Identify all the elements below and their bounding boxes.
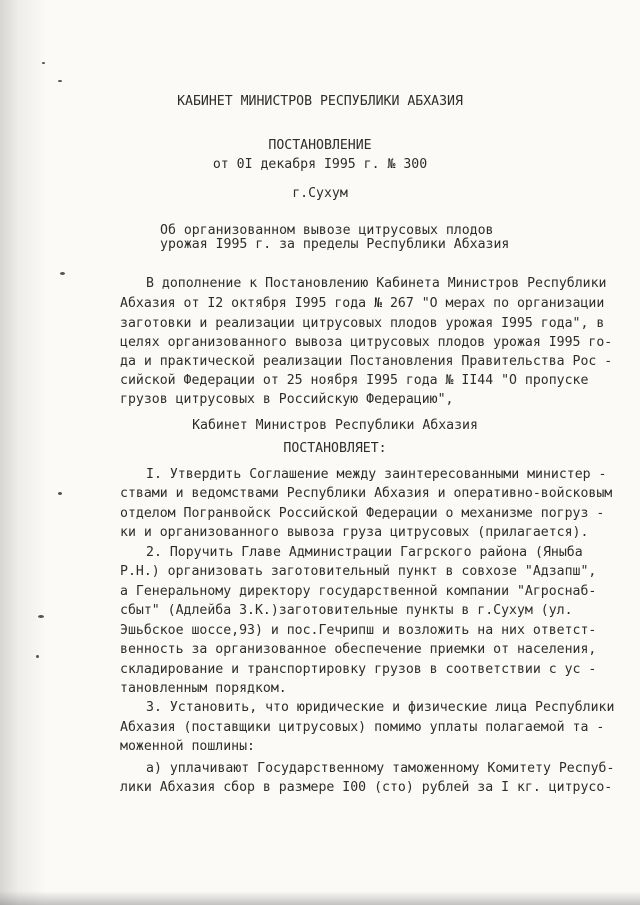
document-city: г.Сухум	[292, 186, 348, 201]
preamble-line: Абхазия от I2 октября I995 года № 267 "О мерах по организации	[120, 296, 605, 311]
item-line: а Генеральному директору государственной компании "Агроснаб-	[120, 584, 597, 599]
document-type: ПОСТАНОВЛЕНИЕ	[268, 138, 372, 153]
item-line: ки и организованного вывоза груза цитрусовых (прилагается).	[120, 525, 589, 540]
item-line: сбыт" (Адлейба З.К.)заготовительные пункты в г.Сухум (ул.	[120, 603, 573, 618]
item-line: моженной пошлины:	[120, 739, 255, 754]
item-line: Р.Н.) организовать заготовительный пункт в совхозе "Адзапш",	[120, 564, 597, 579]
issuer-line: Кабинет Министров Республики Абхазия	[192, 418, 478, 433]
decree-heading: ПОСТАНОВЛЯЕТ:	[283, 441, 387, 456]
document-date-number: от 0I декабря I995 г. № 300	[212, 157, 428, 172]
item-line: Эшьбское шоссе,93) и пос.Гечрипш и возложить на них ответст-	[120, 623, 597, 638]
preamble-line: В дополнение к Постановлению Кабинета Министров Республики	[146, 276, 607, 291]
preamble-line: целях организованного вывоза цитрусовых плодов урожая I995 го-	[120, 335, 613, 350]
item-line: Абхазия (поставщики цитрусовых) помимо уплаты полагаемой та -	[120, 720, 605, 735]
scan-edge	[0, 891, 640, 905]
item-line: а) уплачивают Государственному таможенному Комитету Респуб-	[146, 761, 615, 776]
subject-line-1: Об организованном вывозе цитрусовых плодов	[160, 223, 494, 238]
item-line: венность за организованное обеспечение приемки от населения,	[120, 642, 597, 657]
organization-title: КАБИНЕТ МИНИСТРОВ РЕСПУБЛИКИ АБХАЗИЯ	[177, 94, 463, 109]
item-line: складирование и транспортировку грузов в соответствии с ус -	[120, 662, 597, 677]
item-line: ствами и ведомствами Республики Абхазия и оперативно-войсковым	[120, 486, 613, 501]
item-line: I. Утвердить Соглашение между заинтересованными министер -	[146, 467, 607, 482]
item-line: тановленным порядком.	[120, 681, 287, 696]
scan-speck	[58, 80, 62, 82]
item-line: 2. Поручить Главе Администрации Гагрского района (Яныба	[146, 545, 583, 560]
preamble-line: заготовки и реализации цитрусовых плодов урожая I995 года", в	[120, 316, 605, 331]
item-line: отделом Погранвойск Российской Федерации о механизме погруз -	[120, 506, 605, 521]
item-line: 3. Установить, что юридические и физические лица Республики	[146, 700, 615, 715]
scan-speck	[58, 492, 62, 495]
scan-speck	[60, 272, 65, 275]
item-line: лики Абхазия сбор в размере I00 (сто) рублей за I кг. цитрусо-	[120, 780, 613, 795]
preamble-line: грузов цитрусовых в Российскую Федерацию",	[120, 392, 454, 407]
scan-speck	[36, 655, 39, 658]
subject-line-2: урожая I995 г. за пределы Республики Абхазия	[160, 237, 510, 252]
scan-speck	[42, 62, 45, 64]
scan-speck	[38, 615, 44, 618]
preamble-line: сийской Федерации от 25 ноября I995 года № II44 "О пропуске	[120, 373, 589, 388]
preamble-line: да и практической реализации Постановления Правительства Рос -	[120, 354, 613, 369]
